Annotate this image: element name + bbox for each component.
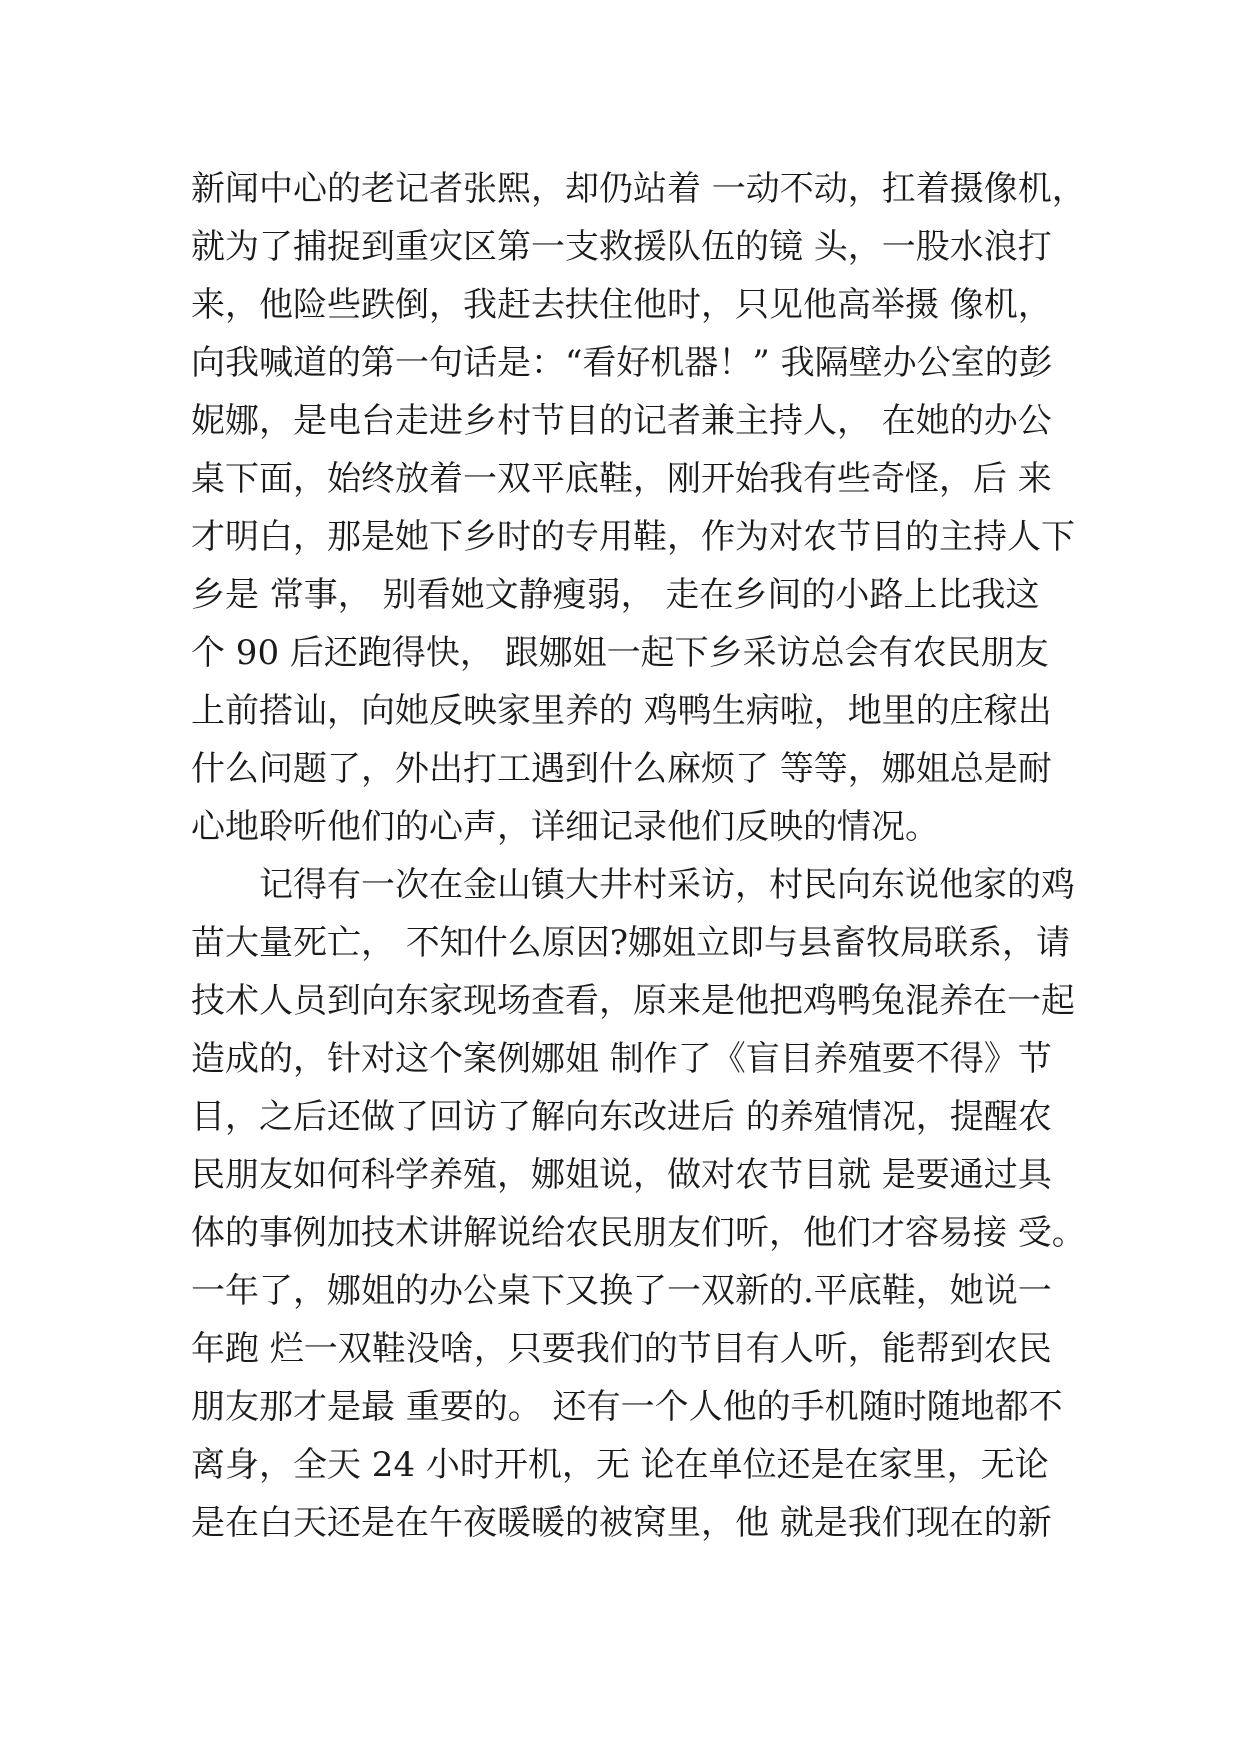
text-line: 妮娜，是电台走进乡村节目的记者兼主持人， 在她的办公 [191,401,1052,441]
text-line: 年跑 烂一双鞋没啥，只要我们的节目有人听，能帮到农民 [191,1329,1052,1369]
text-line: 就为了捕捉到重灾区第一支救援队伍的镜 头，一股水浪打 [191,227,1052,267]
text-line: 向我喊道的第一句话是：“看好机器！” 我隔壁办公室的彭 [191,343,1053,383]
text-line: 个 90 后还跑得快， 跟娜姐一起下乡采访总会有农民朋友 [191,633,1049,673]
text-line: 才明白，那是她下乡时的专用鞋，作为对农节目的主持人下 [191,517,1075,557]
text-line: 朋友那才是最 重要的。 还有一个人他的手机随时随地都不 [191,1387,1063,1427]
text-line: 心地聆听他们的心声，详细记录他们反映的情况。 [191,807,939,847]
text-line: 乡是 常事， 别看她文静瘦弱， 走在乡间的小路上比我这 [191,575,1040,615]
body-text [191,160,1086,1552]
text-line: 是在白天还是在午夜暖暖的被窝里，他 就是我们现在的新 [191,1503,1052,1543]
text-line: 上前搭讪，向她反映家里养的 鸡鸭生病啦，地里的庄稼出 [191,691,1052,731]
text-line: 来，他险些跌倒，我赶去扶住他时，只见他高举摄 像机， [191,285,1052,325]
text-line: 一年了，娜姐的办公桌下又换了一双新的.平底鞋，她说一 [191,1271,1052,1311]
text-line: 记得有一次在金山镇大井村采访，村民向东说他家的鸡 [191,865,1075,905]
text-line: 离身，全天 24 小时开机，无 论在单位还是在家里，无论 [191,1445,1049,1485]
text-line: 苗大量死亡， 不知什么原因?娜姐立即与县畜牧局联系，请 [191,923,1071,963]
text-line: 造成的，针对这个案例娜姐 制作了《盲目养殖要不得》节 [191,1039,1052,1079]
text-line: 新闻中心的老记者张熙，却仍站着 一动不动，扛着摄像机， [191,169,1086,209]
text-line: 体的事例加技术讲解说给农民朋友们听，他们才容易接 受。 [191,1213,1086,1253]
text-line: 技术人员到向东家现场查看，原来是他把鸡鸭兔混养在一起 [191,981,1075,1021]
text-line: 目，之后还做了回访了解向东改进后 的养殖情况，提醒农 [191,1097,1052,1137]
text-line: 什么问题了，外出打工遇到什么麻烦了 等等，娜姐总是耐 [191,749,1052,789]
text-line: 桌下面，始终放着一双平底鞋，刚开始我有些奇怪，后 来 [191,459,1052,499]
text-line: 民朋友如何科学养殖，娜姐说，做对农节目就 是要通过具 [191,1155,1052,1195]
